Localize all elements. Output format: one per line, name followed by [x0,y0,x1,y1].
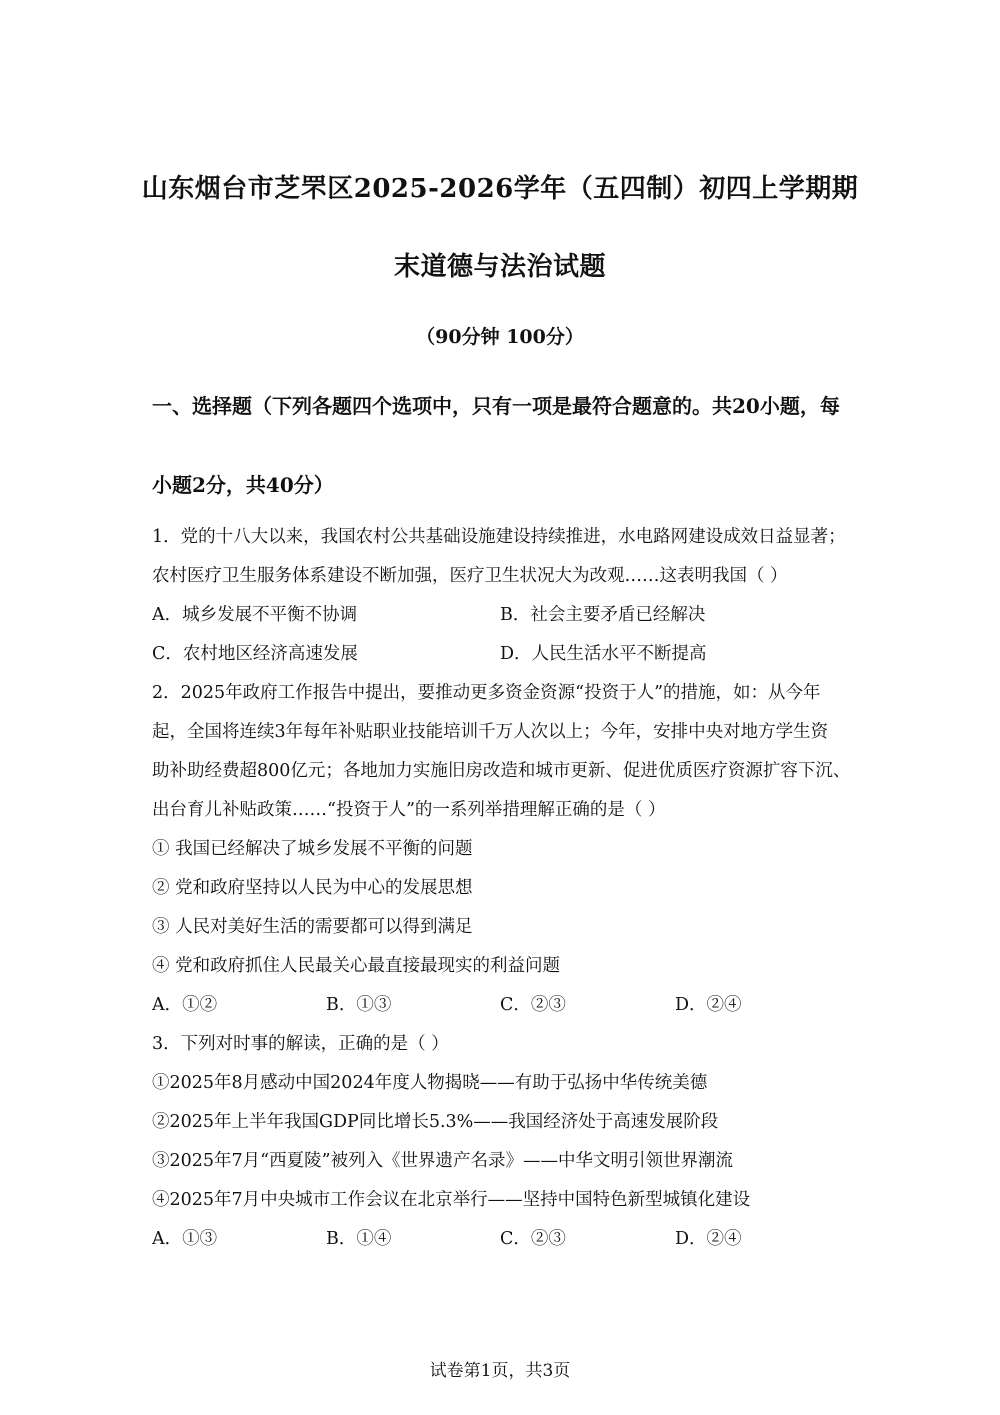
q2-option-d: D．②④ [675,995,742,1015]
q3-stem: 3．下列对时事的解读，正确的是（ ） [152,1034,449,1054]
q1-stem-line2: 农村医疗卫生服务体系建设不断加强，医疗卫生状况大为改观……这表明我国（ ） [152,566,788,586]
q2-item-2: ② 党和政府坚持以人民为中心的发展思想 [152,878,473,898]
q3-option-b: B．①④ [326,1229,392,1249]
q3-option-d: D．②④ [675,1229,742,1249]
q3-item-4: ④2025年7月中央城市工作会议在北京举行——坚持中国特色新型城镇化建设 [152,1190,751,1210]
exam-title-line1: 山东烟台市芝罘区2025-2026学年（五四制）初四上学期期 [141,174,859,204]
q2-option-b: B．①③ [326,995,392,1015]
q1-option-c: C．农村地区经济高速发展 [152,644,358,664]
q3-option-c: C．②③ [500,1229,566,1249]
q2-item-3: ③ 人民对美好生活的需要都可以得到满足 [152,917,473,937]
q2-stem-line1: 2．2025年政府工作报告中提出，要推动更多资金资源“投资于人”的措施，如：从今年 [152,683,821,703]
q2-stem-line4: 出台育儿补贴政策……“投资于人”的一系列举措理解正确的是（ ） [152,800,666,820]
q3-item-2: ②2025年上半年我国GDP同比增长5.3%——我国经济处于高速发展阶段 [152,1112,719,1132]
q1-stem-line1: 1．党的十八大以来，我国农村公共基础设施建设持续推进，水电路网建设成效日益显著； [152,527,846,547]
exam-title-line2: 末道德与法治试题 [393,252,606,282]
q2-option-c: C．②③ [500,995,566,1015]
q2-stem-line2: 起，全国将连续3年每年补贴职业技能培训千万人次以上；今年，安排中央对地方学生资 [152,722,829,742]
q2-item-4: ④ 党和政府抓住人民最关心最直接最现实的利益问题 [152,956,561,976]
section-heading-line2: 小题2分，共40分） [152,473,334,497]
q1-option-d: D．人民生活水平不断提高 [500,644,707,664]
q1-option-b: B．社会主要矛盾已经解决 [500,605,706,625]
exam-duration-score: （90分钟 100分） [416,326,584,348]
page-footer: 试卷第1页，共3页 [429,1361,571,1381]
q3-item-3: ③2025年7月“西夏陵”被列入《世界遗产名录》——中华文明引领世界潮流 [152,1151,734,1171]
q1-option-a: A．城乡发展不平衡不协调 [152,605,358,625]
q3-option-a: A．①③ [152,1229,218,1249]
q2-option-a: A．①② [152,995,218,1015]
q2-item-1: ① 我国已经解决了城乡发展不平衡的问题 [152,839,473,859]
q3-item-1: ①2025年8月感动中国2024年度人物揭晓——有助于弘扬中华传统美德 [152,1073,708,1093]
q2-stem-line3: 助补助经费超800亿元；各地加力实施旧房改造和城市更新、促进优质医疗资源扩容下沉、 [152,761,851,781]
section-heading-line1: 一、选择题（下列各题四个选项中，只有一项是最符合题意的。共20小题，每 [152,394,840,418]
